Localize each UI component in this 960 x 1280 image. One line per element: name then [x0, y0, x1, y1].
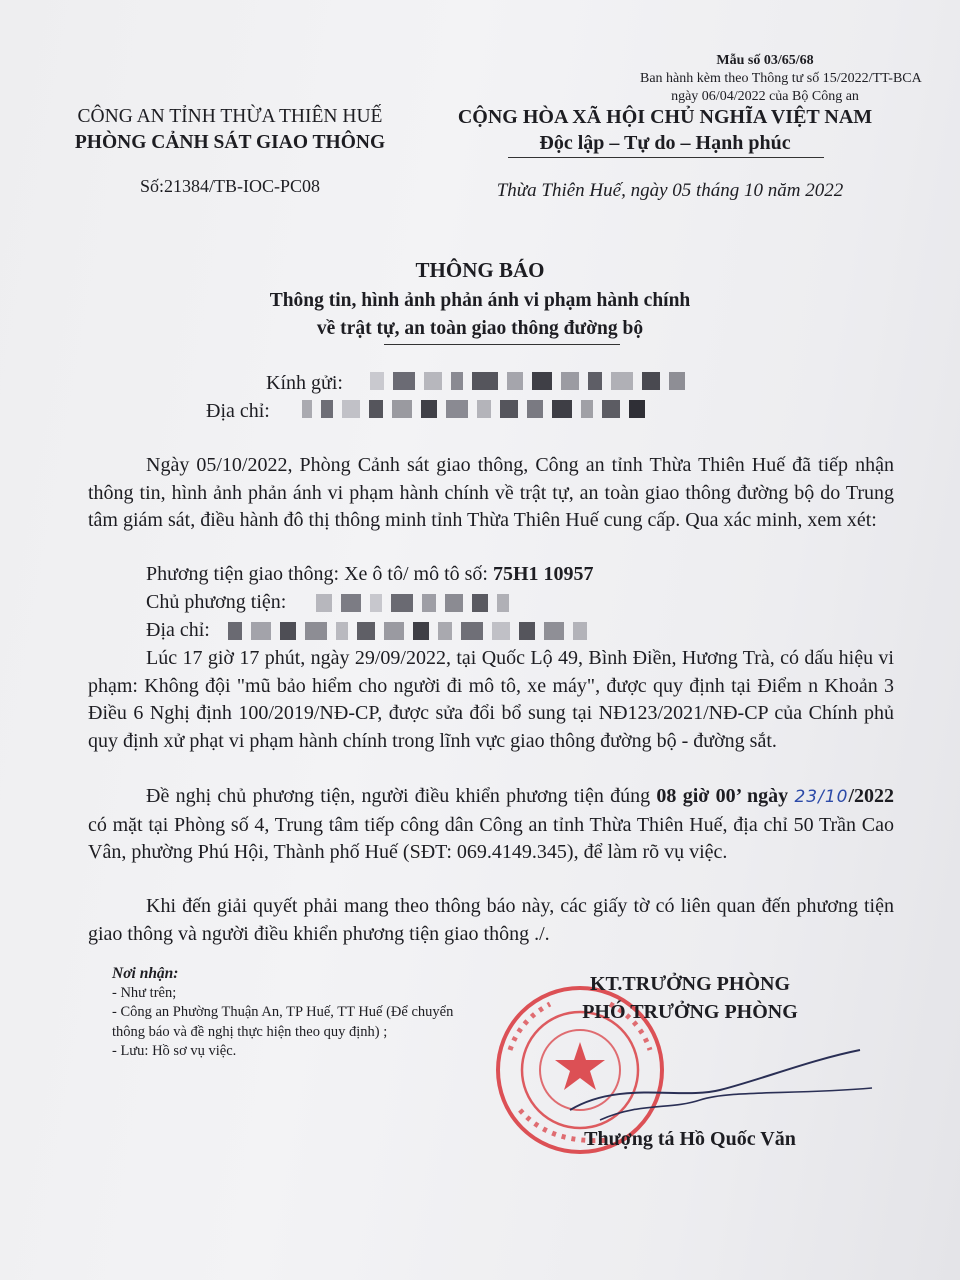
body-paragraph-2: Lúc 17 giờ 17 phút, ngày 29/09/2022, tại Quốc Lộ 49, Bình Điền, Hương Trà, có dấu hiệu vi phạm: Không đội "mũ bảo hiểm cho người đi mô tô, xe máy", được quy định tại Điểm n Khoản 3 Điều 6 Nghị định 100/2019/NĐ-CP, được sửa đổi bổ sung tại NĐ123/2021/NĐ-CP của Chính phủ quy định xử phạt vi phạm hành chính trong lĩnh vực giao thông đường bộ - đường sắt.: [88, 647, 894, 752]
appointment-year: /2022: [848, 785, 895, 807]
owner-address-label: Địa chỉ:: [146, 619, 210, 641]
owner-label: Chủ phương tiện:: [146, 591, 287, 613]
redacted-addressee-address: [302, 400, 654, 420]
place-date: Thừa Thiên Huế, ngày 05 tháng 10 năm 2022: [496, 180, 844, 201]
republic-name: CỘNG HÒA XÃ HỘI CHỦ NGHĨA VIỆT NAM: [457, 106, 873, 128]
signer-role-2: PHÓ TRƯỞNG PHÒNG: [582, 1001, 798, 1023]
form-number: Mẫu số 03/65/68: [716, 53, 814, 68]
subtitle-line-1: Thông tin, hình ảnh phản ánh vi phạm hành chính: [269, 290, 691, 311]
para3-intro: Đề nghị chủ phương tiện, người điều khiển phương tiện đúng: [146, 785, 657, 807]
motto-underline: [508, 157, 824, 158]
body-paragraph-4: Khi đến giải quyết phải mang theo thông báo này, các giấy tờ có liên quan đến phương tiện giao thông và người điều khiển phương tiện giao thông ./.: [88, 895, 894, 945]
signer-name: Thượng tá Hồ Quốc Văn: [584, 1128, 796, 1150]
addressee-address-label: Địa chỉ:: [206, 400, 270, 422]
body-paragraph-1: Ngày 05/10/2022, Phòng Cảnh sát giao thông, Công an tỉnh Thừa Thiên Huế đã tiếp nhận thông tin, hình ảnh phản ánh vi phạm hành chính về trật tự, an toàn giao thông đường bộ do Trung tâm giám sát, điều hành đô thị thông minh tỉnh Thừa Thiên Huế cung cấp. Qua xác minh, xem xét:: [88, 454, 894, 531]
republic-motto: Độc lập – Tự do – Hạnh phúc: [539, 132, 791, 154]
signer-role-1: KT.TRƯỞNG PHÒNG: [590, 973, 790, 995]
handwritten-date: 23/10: [794, 787, 849, 807]
handwritten-signature: [560, 1040, 880, 1140]
issuer-header: [40, 104, 420, 156]
recipients-heading: Nơi nhận:: [112, 965, 179, 982]
document-subtitle: [0, 287, 960, 343]
recipient-item: - Công an Phường Thuận An, TP Huế, TT Huế (Để chuyển thông báo và đề nghị thực hiện theo quy định) ;: [112, 1004, 454, 1040]
issuer-unit: PHÒNG CẢNH SÁT GIAO THÔNG: [74, 132, 386, 153]
license-plate: 75H1 10957: [492, 563, 594, 585]
form-reference: [640, 52, 922, 106]
addressee-to-label: Kính gửi:: [266, 372, 343, 394]
document-number: Số:21384/TB-IOC-PC08: [139, 176, 321, 196]
form-issued-date: ngày 06/04/2022 của Bộ Công an: [671, 89, 859, 104]
body-paragraph-3: [88, 783, 894, 867]
redacted-owner-address: [228, 622, 596, 642]
para3-rest: có mặt tại Phòng số 4, Trung tâm tiếp công dân Công an tỉnh Thừa Thiên Huế, địa chỉ 50 Trần Cao Vân, phường Phú Hội, Thành phố Huế (SĐT: 069.4149.345), để làm rõ vụ việc.: [88, 813, 894, 863]
subtitle-underline: [384, 344, 620, 345]
redacted-owner-name: [316, 594, 518, 614]
redacted-addressee-name: [370, 372, 694, 392]
republic-header: [420, 104, 910, 156]
vehicle-line: [146, 563, 594, 586]
issuer-parent: CÔNG AN TỈNH THỪA THIÊN HUẾ: [77, 106, 383, 127]
vehicle-label: Phương tiện giao thông: Xe ô tô/ mô tô số:: [146, 563, 493, 585]
form-issued-with: Ban hành kèm theo Thông tư số 15/2022/TT-BCA: [640, 71, 922, 86]
appointment-time: 08 giờ 00’ ngày: [656, 785, 789, 807]
signature-block: [520, 970, 860, 1026]
subtitle-line-2: về trật tự, an toàn giao thông đường bộ: [316, 318, 644, 339]
document-title: THÔNG BÁO: [415, 258, 545, 282]
recipients-block: [112, 964, 472, 1062]
recipient-item: - Lưu: Hồ sơ vụ việc.: [112, 1043, 237, 1059]
recipient-item: - Như trên;: [112, 984, 177, 1001]
